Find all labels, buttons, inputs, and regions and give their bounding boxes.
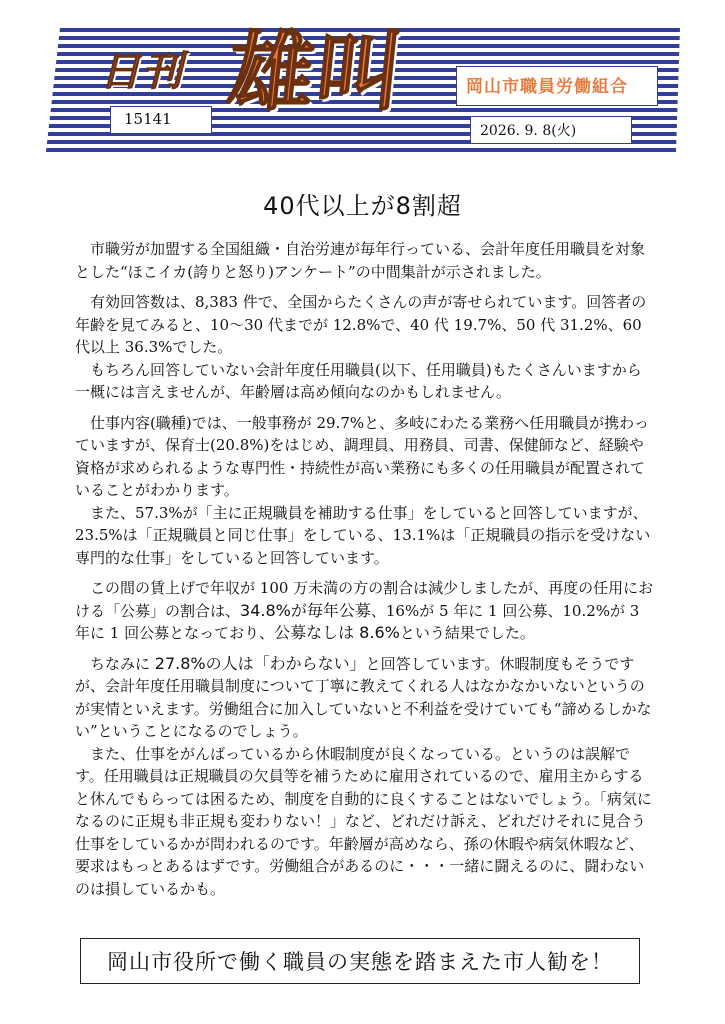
paragraph-3: もちろん回答していない会計年度任用職員(以下、任用職員)もたくさんいますから一概には言えませんが、年齢層は高め傾向なのかもしれません。	[75, 360, 642, 401]
paragraph-7-text: ちなみに	[90, 654, 155, 673]
paragraph-8: また、仕事をがんばっているから休暇制度が良くなっている。というのは誤解です。任用職員は正規職員の欠員等を補うために雇用されているので、雇用主からすると休んでもらっては困るため、制度を自動的に良くすることはないでしょう。「病気になるのに正規も非正規も変わりない！」など、どれだけ訴え、どれだけそれに見合う仕事をしているかが問われるのです。年齢層が高めなら、孫の休暇や病気休暇など、要求はもっとあるはずです。労働組合があるのに・・・一緒に闘えるのに、闘わないのは損しているかも。	[75, 744, 652, 898]
paragraph-1-text: 市職労が加盟する全国組織・自治労連が毎年行っている、	[90, 240, 481, 258]
paragraph-6-emphasis-none: 公募なしは 8.6%	[274, 623, 400, 642]
paragraph-6-emphasis-annual: 34.8%が毎年公募	[240, 600, 371, 620]
article-body	[75, 238, 655, 900]
paragraph-1-emphasis: 会計年度任用職員を対象	[480, 240, 646, 258]
paragraph-2: 有効回答数は、8,383 件で、全国からたくさんの声が寄せられています。回答者の年齢を見てみると、10～30 代までが 12.8%で、40 代 19.7%、50 代 31.2%、60 代以上 36.3%でした。	[75, 293, 647, 356]
masthead-logo-title: 雄叫	[222, 23, 410, 123]
issue-number: 15141	[124, 110, 172, 128]
organization-name: 岡山市職員労働組合	[466, 77, 628, 97]
paragraph-6-text-end: という結果でした。	[399, 624, 535, 642]
paragraph-7-text-end: と回答しています。休暇制度もそうですが、会計年度任用職員制度について丁寧に教えてくれる人はなかなかいないというのが実情といえます。労働組合に加入していないと不利益を受けていても“諦めるしかない”ということになるのでしょう。	[75, 654, 652, 740]
paragraph-5: また、57.3%が「主に正規職員を補助する仕事」をしていると回答していますが、23.5%は「正規職員と同じ仕事」をしている、13.1%は「正規職員の指示を受けない専門的な仕事」をしていると回答しています。	[75, 503, 651, 567]
paragraph-6-text: この間の賃上げで年収が 100 万未満の方の割合は減少しましたが、再度の任用における「公募」の割合は、	[75, 579, 654, 620]
paragraph-7	[75, 653, 655, 743]
masthead-logo-small: 日刊	[100, 49, 184, 95]
paragraph-7-emphasis: 27.8%の人は「わからない」	[154, 653, 366, 673]
paragraph-4: 仕事内容(職種)では、一般事務が 29.7%と、多岐にわたる業務へ任用職員が携わっていますが、保育士(20.8%)をはじめ、調理員、用務員、司書、保健師など、経験や資格が求められるような専門性・持続性が高い業務にも多くの任用職員が配置されていることがわかります。	[75, 413, 649, 499]
paragraph-6-text-mid: 、16%が 5 年に 1 回公募、10.2%が 3 年に 1 回公募となっており、	[75, 601, 640, 642]
issue-date: 2026. 9. 8(火)	[480, 123, 577, 139]
paragraph-6	[75, 577, 655, 645]
article-headline: 40代以上が8割超	[263, 192, 462, 220]
footer-slogan: 岡山市役所で働く職員の実態を踏まえた市人勧を！	[80, 938, 640, 984]
paragraph-1	[75, 238, 655, 283]
paragraph-1-text-end: とした“ほこイカ(誇りと怒り)アンケート”の中間集計が示されました。	[75, 262, 551, 281]
